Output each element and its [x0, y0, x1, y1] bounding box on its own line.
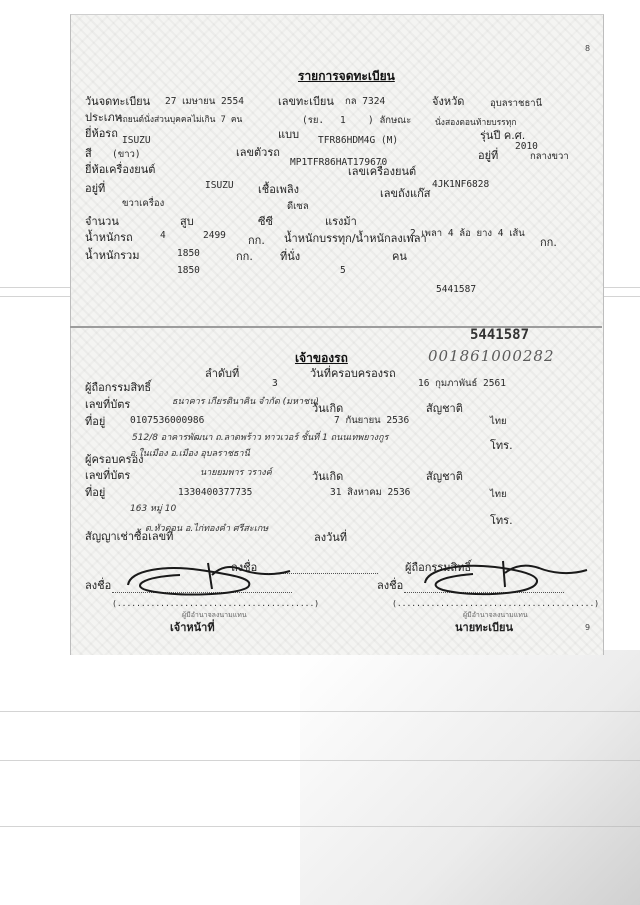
engine-loc-label: อยู่ที่ [85, 182, 106, 195]
province-value: อุบลราชธานี [490, 98, 543, 109]
doc-number-small: 5441587 [436, 284, 477, 295]
id-value: 0107536000986 [130, 415, 205, 426]
cc-value: 2499 [203, 230, 226, 241]
character-value: นั่งสองตอนท้ายบรรทุก [435, 118, 517, 128]
possess-date-label: วันที่ครอบครองรถ [310, 367, 396, 380]
addr-value-2: อ.ในเมือง อ.เมือง อุบลราชธานี [130, 449, 250, 459]
brand-value: ISUZU [122, 135, 151, 146]
serial-number: 5441587 [470, 327, 530, 343]
seats-label: ที่นั่ง [280, 250, 301, 263]
addr2-value: 163 หมู่ 10 [130, 504, 177, 514]
nation-value: ไทย [490, 416, 507, 427]
order-label: ลำดับที่ [205, 367, 240, 380]
page-number-bottom: 9 [585, 623, 591, 632]
holder-value: ธนาคาร เกียรตินาคิน จำกัด (มหาชน) [172, 397, 319, 407]
seats-value: 5 [340, 265, 346, 276]
cyl-label: สูบ [180, 215, 194, 228]
page-number-top: 8 [585, 44, 591, 53]
left-authority-note: ผู้มีอำนาจลงนามแทน [182, 611, 247, 619]
addr-label: ที่อยู่ [85, 415, 106, 428]
owner-title: เจ้าของรถ [295, 351, 348, 365]
fuel-label: เชื้อเพลิง [258, 183, 299, 196]
kg-3: กก. [236, 250, 253, 263]
holder-label: ผู้ถือกรรมสิทธิ์ [85, 381, 152, 394]
contract-date-label: ลงวันที่ [314, 531, 348, 544]
possess-date-value: 16 กุมภาพันธ์ 2561 [418, 378, 506, 389]
weight-label: น้ำหนักรถ [85, 231, 133, 244]
reg-no-value: กล 7324 [345, 96, 386, 107]
hp-label: แรงม้า [325, 215, 357, 228]
nation2-label: สัญชาติ [426, 470, 463, 483]
year-value: 2010 [515, 141, 538, 152]
code-value: 1 [340, 115, 346, 126]
chassis-loc-label: อยู่ที่ [478, 149, 499, 162]
engine-loc-value: ขวาเครื่อง [122, 198, 165, 209]
model-label: แบบ [278, 128, 300, 141]
right-signature [415, 555, 595, 600]
birth-value: 7 กันยายน 2536 [334, 415, 410, 426]
chassis-label: เลขตัวรถ [236, 146, 280, 159]
order-value: 3 [272, 378, 278, 389]
left-role: เจ้าหน้าที่ [170, 621, 215, 634]
addr-value-1: 512/8 อาคารพัฒนา ถ.ลาดพร้าว ทาวเวอร์ ชั้นที่ 1 ถนนเทพยางกูร [132, 433, 389, 443]
birth2-label: วันเกิด [312, 470, 344, 483]
province-label: จังหวัด [432, 95, 465, 108]
id-label: เลขที่บัตร [85, 398, 131, 411]
gas-tank-label: เลขถังแก๊ส [380, 187, 431, 200]
id2-value: 1330400377735 [178, 487, 253, 498]
possessor-value: นายยมพาร วรางค์ [200, 468, 272, 478]
right-authority-note: ผู้มีอำนาจลงนามแทน [463, 611, 528, 619]
engine-no-value: 4JK1NF6828 [432, 179, 490, 190]
sign-label-right: ลงชื่อ [377, 579, 404, 592]
right-name-paren: (.........................................) [392, 599, 600, 608]
date-value: 27 เมษายน 2554 [165, 96, 244, 107]
left-signature [120, 555, 300, 600]
registration-title: รายการจดทะเบียน [298, 69, 395, 83]
year-label: รุ่นปี ค.ศ. [480, 129, 526, 142]
brand-label: ยี่ห้อรถ [85, 127, 118, 140]
scan-shadow [300, 650, 640, 905]
chassis-value: MP1TFR86HAT179670 [290, 157, 388, 168]
owner-sign-label: ผู้ถือกรรมสิทธิ์ [405, 561, 472, 574]
character-label: ) ลักษณะ [368, 115, 412, 126]
birth2-value: 31 สิงหาคม 2536 [330, 487, 411, 498]
load-label: น้ำหนักบรรทุก/น้ำหนักลงเพลา [284, 232, 427, 245]
color-value: (ขาว) [112, 149, 141, 160]
type-label: ประเภท [85, 111, 123, 124]
addr2-label: ที่อยู่ [85, 486, 106, 499]
contract-label: สัญญาเช่าซื้อเลขที่ [85, 530, 174, 543]
id2-label: เลขที่บัตร [85, 469, 131, 482]
engine-brand-value: ISUZU [205, 180, 234, 191]
total-label: น้ำหนักรวม [85, 249, 140, 262]
axles-value: 2 เพลา 4 ล้อ ยาง 4 เส้น [410, 228, 525, 239]
nation-label: สัญชาติ [426, 402, 463, 415]
phone-label: โทร. [490, 439, 513, 452]
possessor-label: ผู้ครอบครอง [85, 453, 144, 466]
kg-1: กก. [248, 234, 265, 247]
handwritten-number: 001861000282 [428, 347, 555, 365]
weight-value: 1850 [177, 248, 200, 259]
sign-label-mid: ลงชื่อ [231, 561, 258, 574]
chassis-loc-value: กลางขวา [530, 151, 569, 162]
total-value: 1850 [177, 265, 200, 276]
right-role: นายทะเบียน [455, 621, 514, 634]
persons-label: คน [392, 250, 407, 263]
phone2-label: โทร. [490, 514, 513, 527]
reg-no-label: เลขทะเบียน [278, 95, 334, 108]
engine-no-label: เลขเครื่องยนต์ [348, 165, 417, 178]
birth-label: วันเกิด [312, 402, 344, 415]
nation2-value: ไทย [490, 489, 507, 500]
addr2-value-2: ต.หัวดอน อ.ไก่ทองคำ ศรีสะเกษ [145, 524, 269, 534]
engine-brand-label: ยี่ห้อเครื่องยนต์ [85, 163, 156, 176]
kg-2: กก. [540, 236, 557, 249]
count-value: 4 [160, 230, 166, 241]
count-label: จำนวน [85, 215, 119, 228]
left-name-paren: (.........................................) [112, 599, 320, 608]
model-value: TFR86HDM4G (M) [318, 135, 399, 146]
cc-label: ซีซี [258, 215, 273, 228]
type-value: รถยนต์นั่งส่วนบุคคลไม่เกิน 7 คน [118, 115, 243, 125]
color-label: สี [85, 147, 92, 160]
date-label: วันจดทะเบียน [85, 95, 151, 108]
sign-label-left: ลงชื่อ [85, 579, 112, 592]
code-label: (รย. [302, 115, 325, 126]
fuel-value: ดีเซล [287, 201, 309, 212]
